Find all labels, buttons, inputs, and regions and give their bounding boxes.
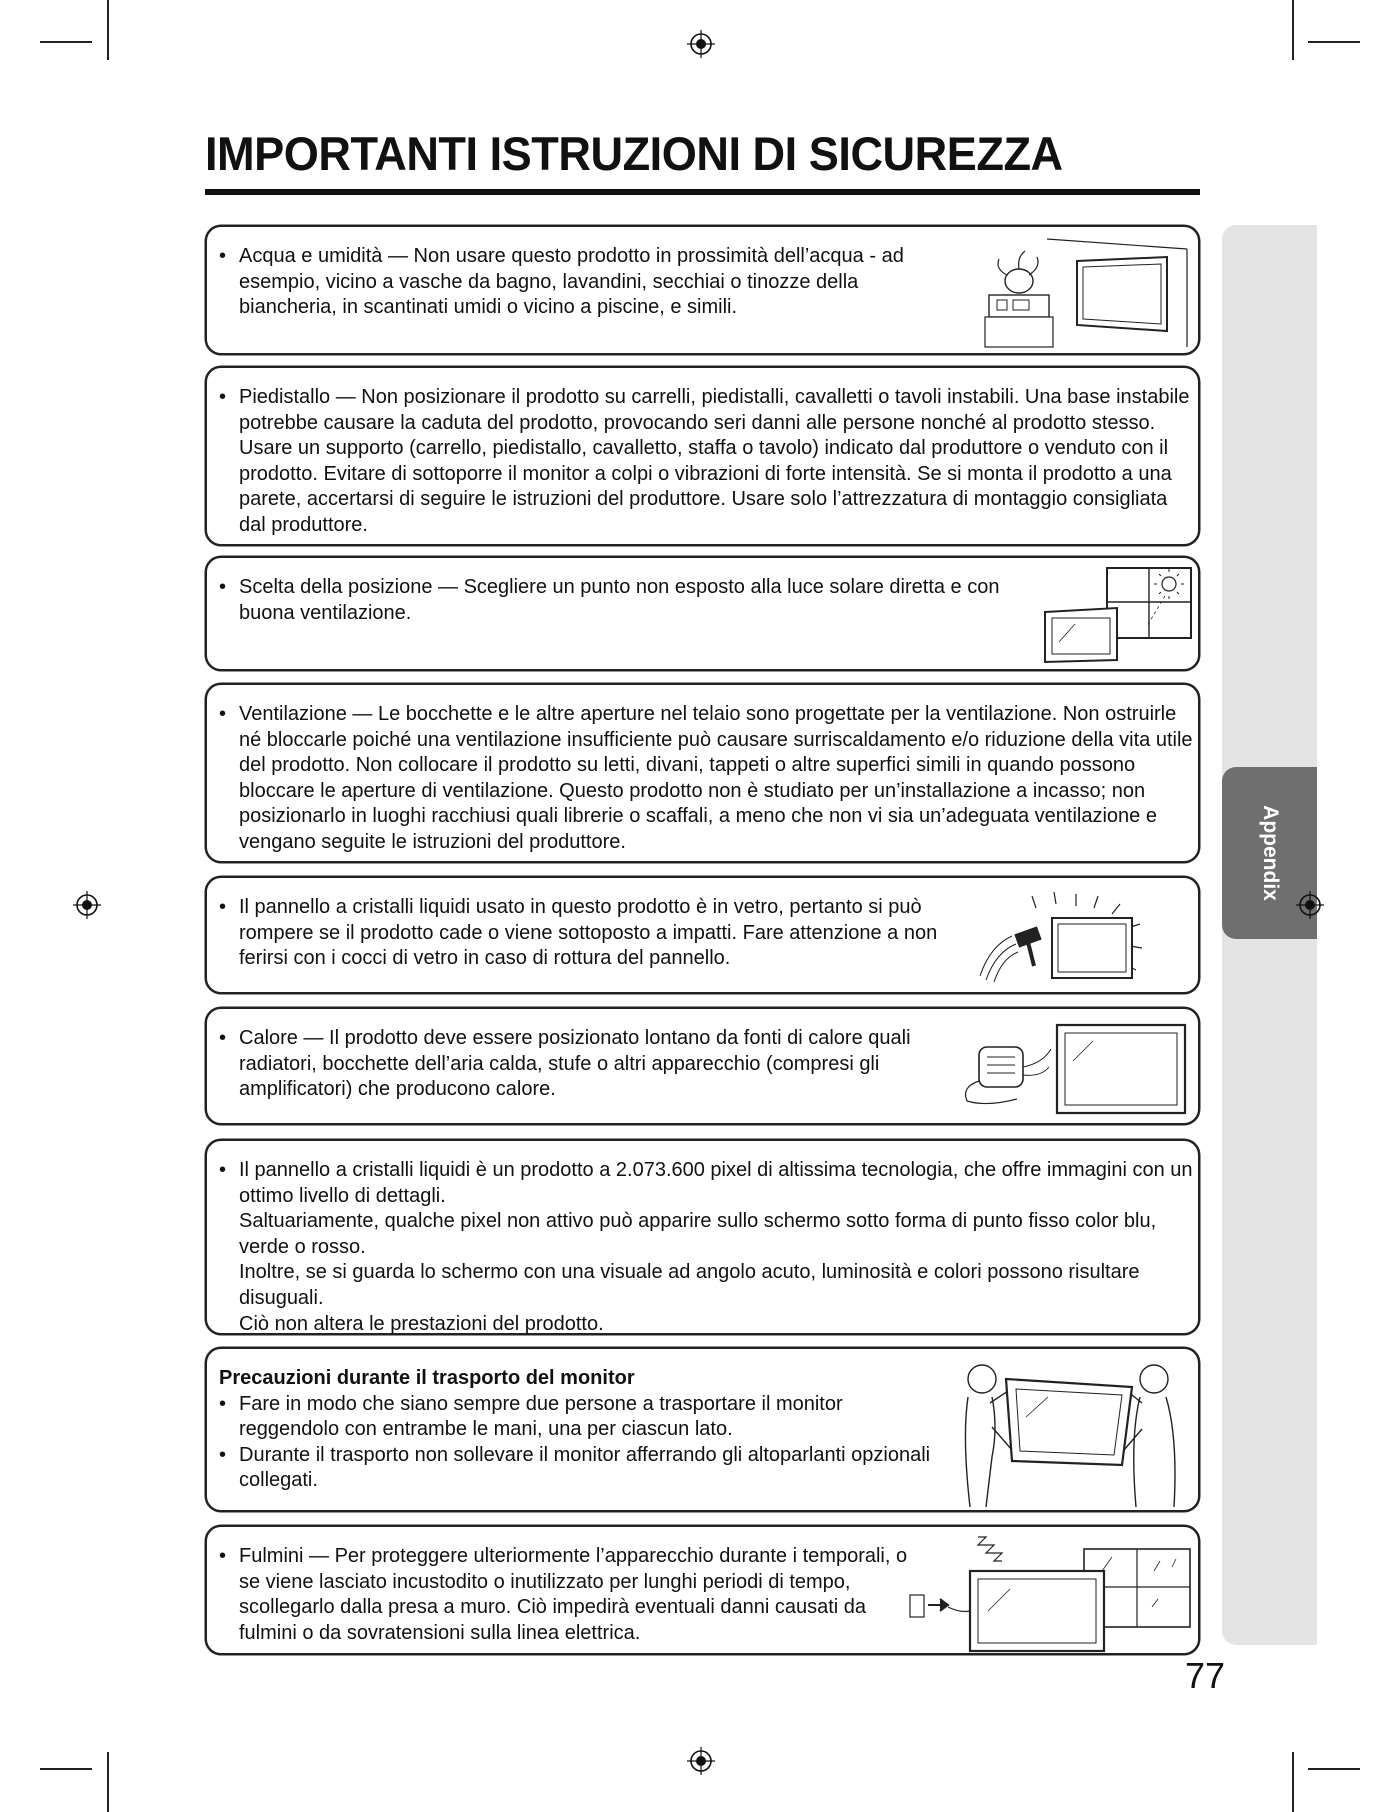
section-stand-text: • Piedistallo — Non posizionare il prodotto su carrelli, piedistalli, cavalletti o tavoli instabili. Una base instabile potrebbe causare la caduta del prodotto, provocando seri danni alle persone nonché al prodotto stesso. Usare un supporto (carrello, piedistallo, cavalletto, staffa o tavolo) indicato dal produttore o venduto con il prodotto. Evitare di sottoporre il monitor a colpi o vibrazioni di forte intensità. Se si monta il prodotto a una parete, accertarsi di seguire le istruzioni del produttore. Usare solo l’attrezzatura di montaggio consigliata dal produttore. bbox=[239, 385, 1194, 539]
section-heat bbox=[205, 1007, 1200, 1125]
two-people-carrying-monitor-illustration bbox=[952, 1357, 1192, 1507]
heater-near-tv-illustration bbox=[957, 1017, 1192, 1121]
pixels-line-4: Ciò non altera le prestazioni del prodotto. bbox=[239, 1312, 604, 1335]
registration-mark-icon bbox=[73, 891, 101, 919]
page-number: 77 bbox=[1185, 1655, 1226, 1696]
pixels-line-1: • Il pannello a cristalli liquidi è un prodotto a 2.073.600 pixel di altissima tecnologia, che offre immagini con un ottimo livello di dettagli. bbox=[239, 1159, 1193, 1207]
crop-mark bbox=[107, 1752, 109, 1812]
glass-panel-impact-illustration bbox=[972, 886, 1192, 990]
transport-list bbox=[239, 1392, 939, 1494]
section-lightning bbox=[205, 1525, 1200, 1655]
registration-mark-icon bbox=[1296, 891, 1324, 919]
section-ventilation-text: • Ventilazione — Le bocchette e le altre aperture nel telaio sono progettate per la ventilazione. Non ostruirle né bloccarle poiché una ventilazione insufficiente può causare surriscaldamento e/o riduzione della vita utile del prodotto. Non collocare il prodotto su letti, divani, tappeti o altre superfici simili in quando possono bloccare le aperture di ventilazione. Questo prodotto non è studiato per un’installazione a incasso; non posizionarlo in luoghi racchiusi quali librerie o scaffali, a meno che non vi sia un’adeguata ventilazione e vengano seguite le istruzioni del produttore. bbox=[239, 702, 1194, 856]
crop-mark bbox=[1308, 1768, 1360, 1770]
crop-mark bbox=[107, 0, 109, 60]
crop-mark bbox=[40, 1768, 92, 1770]
sunlight-window-illustration bbox=[1037, 566, 1197, 666]
side-tab-label: Appendix bbox=[1259, 805, 1282, 901]
registration-mark-icon bbox=[687, 30, 715, 58]
crop-mark bbox=[1308, 41, 1360, 43]
crop-mark bbox=[1292, 0, 1294, 60]
section-position bbox=[205, 556, 1200, 671]
transport-heading: Precauzioni durante il trasporto del monitor bbox=[219, 1367, 635, 1389]
section-transport-text bbox=[219, 1366, 939, 1494]
section-pixels bbox=[205, 1139, 1200, 1335]
crop-mark bbox=[1292, 1752, 1294, 1812]
page-title: IMPORTANTI ISTRUZIONI DI SICUREZZA bbox=[205, 127, 1063, 180]
list-item: • Fare in modo che siano sempre due persone a trasportare il monitor reggendolo con entrambe le mani, una per ciascun lato. bbox=[239, 1392, 939, 1443]
section-ventilation bbox=[205, 683, 1200, 863]
section-pixels-text bbox=[239, 1158, 1194, 1337]
section-glass bbox=[205, 876, 1200, 994]
crop-mark bbox=[40, 41, 92, 43]
title-rule bbox=[205, 189, 1200, 195]
section-heat-text: • Calore — Il prodotto deve essere posizionato lontano da fonti di calore quali radiatori, bocchette dell’aria calda, stufe o altri apparecchio (compresi gli amplificatori) che producono calore. bbox=[239, 1026, 949, 1103]
section-water bbox=[205, 225, 1200, 355]
section-glass-text: • Il pannello a cristalli liquidi usato in questo prodotto è in vetro, pertanto si può rompere se il prodotto cade o viene sottoposto a impatti. Fare attenzione a non ferirsi con i cocci di vetro in caso di rottura del pannello. bbox=[239, 895, 979, 972]
list-item: • Durante il trasporto non sollevare il monitor afferrando gli altoparlanti opzionali collegati. bbox=[239, 1443, 939, 1494]
section-transport bbox=[205, 1347, 1200, 1512]
unplug-during-storm-illustration bbox=[902, 1531, 1197, 1655]
registration-mark-icon bbox=[687, 1747, 715, 1775]
pixels-line-2: Saltuariamente, qualche pixel non attivo può apparire sullo schermo sotto forma di punto fisso color blu, verde o rosso. bbox=[239, 1210, 1157, 1258]
section-lightning-text: • Fulmini — Per proteggere ulteriormente l’apparecchio durante i temporali, o se viene lasciato incustodito o inutilizzato per lunghi periodi di tempo, scollegarlo dalla presa a muro. Ciò impedirà eventuali danni causati da fulmini o da sovratensioni sulla linea elettrica. bbox=[239, 1544, 929, 1646]
section-stand bbox=[205, 366, 1200, 546]
tv-near-water-illustration bbox=[967, 235, 1195, 349]
section-water-text: • Acqua e umidità — Non usare questo prodotto in prossimità dell’acqua - ad esempio, vicino a vasche da bagno, lavandini, secchiai o tinozze della biancheria, in scantinati umidi o vicino a piscine, e simili. bbox=[239, 244, 919, 321]
section-position-text: • Scelta della posizione — Scegliere un punto non esposto alla luce solare diretta e con buona ventilazione. bbox=[239, 575, 1009, 626]
pixels-line-3: Inoltre, se si guarda lo schermo con una visuale ad angolo acuto, luminosità e colori possono risultare disuguali. bbox=[239, 1261, 1140, 1309]
